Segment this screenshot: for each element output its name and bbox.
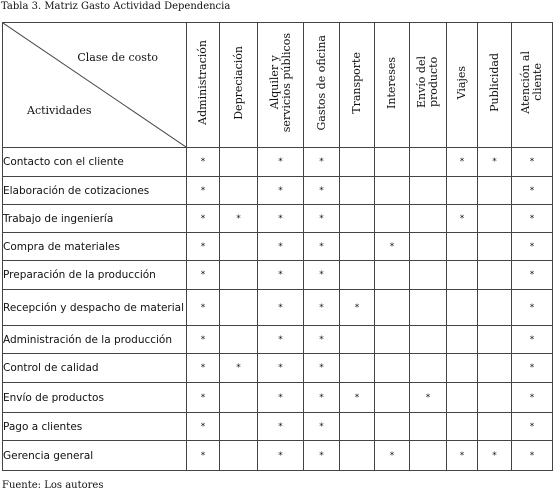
matrix-cell: * (304, 413, 340, 441)
table-row (3, 326, 553, 354)
table-row (3, 383, 553, 413)
matrix-cell: * (447, 148, 478, 177)
matrix-cell: * (304, 290, 340, 326)
table-row (3, 290, 553, 326)
matrix-cell (478, 413, 512, 441)
column-header (447, 23, 478, 148)
matrix-cell: * (478, 441, 512, 471)
matrix-cell (410, 148, 447, 177)
matrix-cell: * (258, 441, 304, 471)
matrix-cell (375, 326, 410, 354)
matrix-cell (220, 261, 258, 290)
table-row (3, 177, 553, 205)
matrix-cell: * (304, 148, 340, 177)
matrix-cell: * (512, 261, 553, 290)
matrix-cell: * (304, 326, 340, 354)
matrix-cell (410, 177, 447, 205)
matrix-cell: * (304, 261, 340, 290)
column-header-line: Gastos de oficina (314, 34, 328, 131)
column-header-line: Administración (196, 40, 209, 125)
matrix-cell (410, 205, 447, 233)
activity-label: Elaboración de cotizaciones (3, 177, 187, 205)
column-header-label (489, 53, 501, 112)
matrix-cell (447, 290, 478, 326)
matrix-cell (340, 205, 375, 233)
diagonal-divider (3, 23, 186, 147)
column-header-line: Depreciación (231, 45, 245, 120)
matrix-cell (375, 205, 410, 233)
matrix-cell: * (187, 326, 220, 354)
matrix-cell: * (258, 148, 304, 177)
matrix-cell: * (447, 441, 478, 471)
matrix-cell (478, 290, 512, 326)
matrix-cell (340, 261, 375, 290)
matrix-cell (220, 326, 258, 354)
column-header-line: Envío del (415, 56, 428, 109)
column-header-label (316, 35, 328, 131)
matrix-cell (447, 177, 478, 205)
matrix-cell (340, 413, 375, 441)
matrix-cell (410, 354, 447, 383)
matrix-cell (478, 383, 512, 413)
activity-label: Preparación de la producción (3, 261, 187, 290)
matrix-cell: * (187, 383, 220, 413)
matrix-cell (478, 177, 512, 205)
matrix-cell: * (512, 233, 553, 261)
matrix-cell: * (258, 290, 304, 326)
matrix-cell: * (478, 148, 512, 177)
table-row (3, 354, 553, 383)
table-row (3, 261, 553, 290)
matrix-cell (375, 413, 410, 441)
column-header-label (197, 40, 209, 125)
matrix-cell: * (187, 205, 220, 233)
matrix-cell (410, 413, 447, 441)
matrix-cell: * (258, 326, 304, 354)
matrix-cell: * (304, 354, 340, 383)
matrix-cell (220, 177, 258, 205)
matrix-cell (410, 290, 447, 326)
matrix-cell: * (258, 177, 304, 205)
matrix-cell (340, 441, 375, 471)
matrix-cell (375, 177, 410, 205)
matrix-cell: * (512, 290, 553, 326)
column-header-line: producto (427, 57, 440, 108)
matrix-cell: * (304, 177, 340, 205)
column-header (375, 23, 410, 148)
matrix-cell: * (340, 383, 375, 413)
matrix-cell (478, 354, 512, 383)
matrix-cell (478, 326, 512, 354)
matrix-cell: * (220, 354, 258, 383)
activity-label: Recepción y despacho de material (3, 290, 187, 326)
column-header-line: cliente (531, 63, 544, 102)
cost-activity-matrix (2, 22, 553, 471)
matrix-cell (478, 233, 512, 261)
matrix-cell (478, 205, 512, 233)
matrix-cell: * (187, 233, 220, 261)
matrix-cell: * (258, 354, 304, 383)
matrix-cell (447, 413, 478, 441)
matrix-cell: * (512, 148, 553, 177)
column-header-line: Viajes (455, 65, 468, 100)
matrix-cell: * (512, 413, 553, 441)
matrix-cell (220, 441, 258, 471)
column-header-label (416, 56, 440, 108)
matrix-cell (375, 148, 410, 177)
matrix-cell (340, 233, 375, 261)
matrix-cell: * (187, 441, 220, 471)
activity-label: Administración de la producción (3, 326, 187, 354)
matrix-cell (447, 383, 478, 413)
matrix-cell: * (187, 177, 220, 205)
column-header (304, 23, 340, 148)
matrix-cell (375, 261, 410, 290)
corner-cell (3, 23, 187, 148)
matrix-cell: * (512, 354, 553, 383)
matrix-cell (375, 290, 410, 326)
column-header (478, 23, 512, 148)
matrix-cell: * (340, 290, 375, 326)
table-row (3, 148, 553, 177)
matrix-cell: * (512, 177, 553, 205)
matrix-cell (220, 290, 258, 326)
column-header-line: Intereses (385, 56, 398, 109)
activity-label: Pago a clientes (3, 413, 187, 441)
matrix-cell: * (512, 205, 553, 233)
column-header (340, 23, 375, 148)
table-caption: Tabla 3. Matriz Gasto Actividad Dependencia (1, 1, 231, 12)
matrix-cell (220, 233, 258, 261)
matrix-cell: * (304, 205, 340, 233)
column-header (220, 23, 258, 148)
matrix-cell: * (512, 441, 553, 471)
matrix-cell: * (187, 148, 220, 177)
column-header-label (456, 66, 468, 99)
activities-label: Actividades (27, 104, 92, 117)
header-row (3, 23, 553, 148)
column-header-line: servicios públicos (279, 32, 293, 133)
matrix-cell: * (187, 261, 220, 290)
table-row (3, 441, 553, 471)
matrix-cell: * (258, 233, 304, 261)
column-header-line: Publicidad (487, 53, 501, 112)
column-header-line: Alquiler y (267, 55, 281, 110)
column-header-label (269, 33, 293, 132)
matrix-cell: * (187, 290, 220, 326)
column-header (410, 23, 447, 148)
matrix-cell: * (258, 383, 304, 413)
matrix-cell (447, 354, 478, 383)
activity-label: Contacto con el cliente (3, 148, 187, 177)
matrix-cell (410, 261, 447, 290)
source-note: Fuente: Los autores (2, 480, 104, 491)
matrix-cell (447, 326, 478, 354)
matrix-cell (220, 383, 258, 413)
table-row (3, 205, 553, 233)
matrix-cell: * (375, 441, 410, 471)
matrix-cell: * (220, 205, 258, 233)
cost-class-label: Clase de costo (77, 51, 158, 64)
activity-label: Gerencia general (3, 441, 187, 471)
matrix-cell: * (375, 233, 410, 261)
matrix-cell: * (512, 383, 553, 413)
column-header-label (520, 51, 544, 114)
matrix-cell: * (304, 441, 340, 471)
matrix-cell (447, 233, 478, 261)
matrix-cell: * (187, 354, 220, 383)
matrix-cell: * (258, 413, 304, 441)
matrix-cell (410, 441, 447, 471)
activity-label: Control de calidad (3, 354, 187, 383)
matrix-cell (410, 326, 447, 354)
table-row (3, 413, 553, 441)
matrix-cell (340, 354, 375, 383)
matrix-cell (410, 233, 447, 261)
matrix-cell (340, 177, 375, 205)
column-header-label (233, 46, 245, 120)
activity-label: Compra de materiales (3, 233, 187, 261)
matrix-cell (340, 148, 375, 177)
matrix-cell: * (410, 383, 447, 413)
matrix-cell (220, 413, 258, 441)
matrix-cell: * (258, 205, 304, 233)
column-header (187, 23, 220, 148)
matrix-cell (220, 148, 258, 177)
matrix-cell (340, 326, 375, 354)
matrix-cell (478, 261, 512, 290)
matrix-cell (375, 383, 410, 413)
activity-label: Trabajo de ingeniería (3, 205, 187, 233)
column-header (258, 23, 304, 148)
matrix-cell: * (187, 413, 220, 441)
matrix-cell (375, 354, 410, 383)
column-header (512, 23, 553, 148)
matrix-cell: * (304, 233, 340, 261)
matrix-cell: * (512, 326, 553, 354)
matrix-cell (447, 261, 478, 290)
column-header-line: Atención al (519, 51, 532, 114)
column-header-line: Transporte (350, 51, 363, 114)
matrix-cell: * (447, 205, 478, 233)
matrix-cell: * (258, 261, 304, 290)
column-header-label (351, 52, 363, 114)
table-row (3, 233, 553, 261)
column-header-label (386, 57, 398, 109)
activity-label: Envío de productos (3, 383, 187, 413)
matrix-cell: * (304, 383, 340, 413)
